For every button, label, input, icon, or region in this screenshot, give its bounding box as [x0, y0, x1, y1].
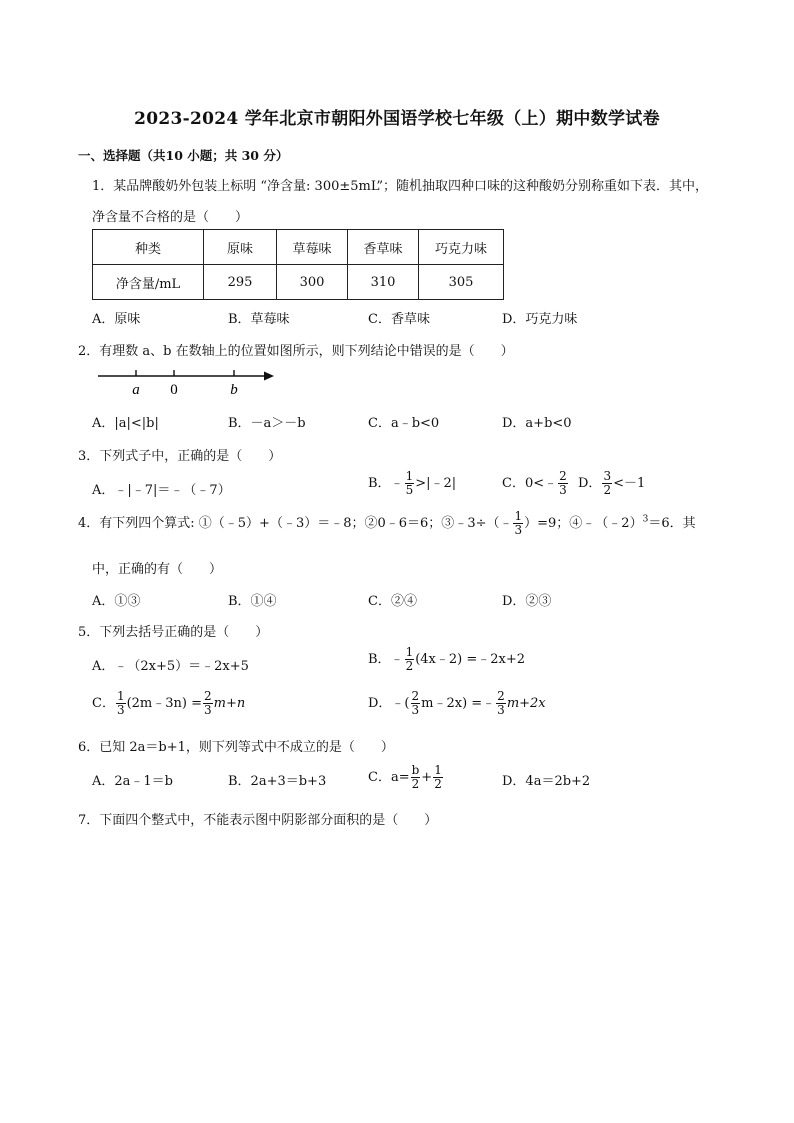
fraction-numerator: 1 [514, 509, 523, 523]
question-1-option-b: B．草莓味 [228, 312, 290, 327]
fraction-numerator: b [411, 763, 420, 777]
table-header-cell: 原味 [204, 230, 277, 265]
table-header-cell: 种类 [93, 230, 204, 265]
page-title: 2023-2024 学年北京市朝阳外国语学校七年级（上）期中数学试卷 [134, 109, 660, 129]
option-d-suffix: <－1 [613, 476, 646, 491]
number-line-figure [96, 366, 280, 400]
option-c-middle: (2m﹣3n) = [126, 696, 203, 711]
fraction [405, 646, 415, 673]
question-1-option-a: A．原味 [92, 312, 141, 327]
question-4-line-1 [78, 510, 696, 537]
option-d-middle: m﹣2x) =﹣ [421, 696, 496, 711]
exponent: 3 [642, 514, 649, 525]
question-5-option-d [368, 690, 546, 717]
option-d-prefix: D．﹣( [368, 696, 410, 711]
fraction-denominator: 2 [411, 777, 420, 791]
number-line-arrowhead [264, 372, 274, 381]
question-2-option-d: D．a+b<0 [502, 416, 572, 431]
option-b-prefix: B．﹣ [368, 652, 404, 667]
question-3-stem: 3．下列式子中，正确的是（ ） [78, 449, 282, 464]
question-4-stem-part-e: ＝6．其 [648, 516, 696, 531]
net-content-table [92, 229, 504, 300]
question-4-option-a: A．①③ [92, 594, 141, 609]
option-c-suffix: m+n [213, 696, 246, 711]
option-c-prefix: C．a= [368, 770, 410, 785]
number-line-label-zero: 0 [170, 382, 178, 398]
question-4-stem-part-a: 4．有下列四个算式: ①（﹣5）+（﹣3）＝﹣8；②0﹣6＝6；③ [78, 516, 455, 531]
fraction-denominator: 3 [204, 703, 212, 717]
question-4-stem-part-b: ﹣3÷（﹣ [454, 516, 513, 531]
question-3-option-b [368, 470, 456, 497]
option-d-suffix: m+2x [506, 696, 546, 711]
question-4-stem-part-d: ；④﹣（﹣2） [556, 516, 643, 531]
fraction [496, 690, 506, 717]
fraction-numerator: 1 [405, 645, 414, 659]
question-4-option-d: D．②③ [502, 594, 552, 609]
table-header-cell: 巧克力味 [419, 230, 504, 265]
option-c-prefix: C． [92, 696, 115, 711]
table-header-row [93, 230, 504, 265]
question-1-line-1: 1．某品牌酸奶外包装上标明 “净含量: 300±5mL”；随机抽取四种口味的这种酸奶分别称重如下表．其中， [92, 179, 709, 194]
fraction [203, 690, 213, 717]
option-d-prefix: D． [578, 476, 602, 491]
fraction-numerator: 1 [434, 763, 442, 777]
option-b-suffix: >|﹣2| [415, 476, 457, 491]
fraction-denominator: 3 [411, 703, 420, 717]
section-heading-multiple-choice: 一、选择题（共10 小题；共 30 分） [78, 148, 289, 163]
fraction-denominator: 3 [497, 703, 505, 717]
fraction-denominator: 2 [603, 483, 612, 497]
fraction [602, 470, 612, 497]
question-1-line-2: 净含量不合格的是（ ） [92, 210, 249, 225]
table-cell: 305 [419, 265, 504, 300]
fraction-denominator: 5 [405, 483, 414, 497]
question-2-option-b: B．－a＞－b [228, 416, 306, 431]
question-6-option-c [368, 764, 444, 791]
fraction-numerator: 2 [559, 469, 567, 483]
question-3-option-d [578, 470, 645, 497]
number-line-label-a: a [132, 382, 140, 398]
fraction-numerator: 2 [204, 689, 212, 703]
table-row-label: 净含量/mL [93, 265, 204, 300]
table-cell: 300 [277, 265, 348, 300]
question-4-line-2: 中，正确的有（ ） [92, 562, 223, 577]
question-5-option-c [92, 690, 245, 717]
question-2-option-c: C．a﹣b<0 [368, 416, 440, 431]
table-header-cell: 草莓味 [277, 230, 348, 265]
question-2-option-a: A．|a|<|b| [92, 416, 159, 431]
fraction-denominator: 3 [559, 483, 567, 497]
number-line-label-b: b [230, 382, 238, 398]
fraction [405, 470, 415, 497]
fraction [433, 764, 443, 791]
question-5-option-b [368, 646, 525, 673]
option-c-prefix: C．0<﹣ [502, 476, 558, 491]
question-4-stem-part-c: ）=9 [524, 516, 557, 531]
question-4-option-b: B．①④ [228, 594, 277, 609]
question-5-stem: 5．下列去括号正确的是（ ） [78, 625, 269, 640]
fraction-denominator: 2 [434, 777, 442, 791]
question-6-option-d: D．4a＝2b+2 [502, 774, 591, 789]
question-2-stem: 2．有理数 a、b 在数轴上的位置如图所示，则下列结论中错误的是（ ） [78, 344, 514, 359]
fraction [411, 690, 421, 717]
fraction [513, 510, 523, 537]
question-1-option-c: C．香草味 [368, 312, 430, 327]
fraction [558, 470, 568, 497]
fraction-numerator: 2 [497, 689, 505, 703]
table-cell: 310 [348, 265, 419, 300]
fraction-denominator: 2 [405, 659, 414, 673]
option-b-prefix: B．﹣ [368, 476, 404, 491]
question-7-stem: 7．下面四个整式中，不能表示图中阴影部分面积的是（ ） [78, 813, 438, 828]
question-1-option-d: D．巧克力味 [502, 312, 578, 327]
fraction-numerator: 2 [411, 689, 420, 703]
question-6-option-a: A．2a﹣1＝b [92, 774, 174, 789]
fraction-denominator: 3 [514, 523, 523, 537]
fraction [116, 690, 126, 717]
fraction-numerator: 1 [116, 689, 125, 703]
table-row [93, 265, 504, 300]
plus-sign: + [421, 770, 433, 785]
fraction [411, 764, 421, 791]
question-3-option-a: A．﹣|﹣7|＝﹣（﹣7） [92, 483, 231, 498]
fraction-denominator: 3 [116, 703, 125, 717]
question-3-option-c [502, 470, 569, 497]
question-6-option-b: B．2a+3＝b+3 [228, 774, 327, 789]
table-header-cell: 香草味 [348, 230, 419, 265]
fraction-numerator: 3 [603, 469, 612, 483]
table-cell: 295 [204, 265, 277, 300]
question-4-option-c: C．②④ [368, 594, 417, 609]
fraction-numerator: 1 [405, 469, 414, 483]
option-b-suffix: (4x﹣2) =﹣2x+2 [415, 652, 526, 667]
question-6-stem: 6．已知 2a＝b+1，则下列等式中不成立的是（ ） [78, 740, 394, 755]
question-5-option-a: A．﹣（2x+5）＝﹣2x+5 [92, 659, 249, 674]
